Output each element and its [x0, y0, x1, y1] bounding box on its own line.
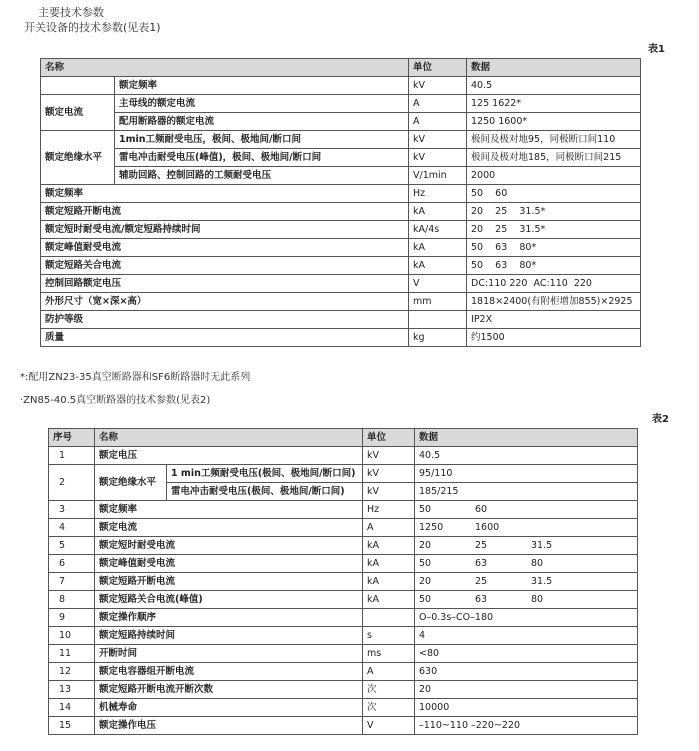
table2-value-item: 63	[475, 558, 488, 569]
table2-name-cell: 开断时间	[95, 645, 363, 663]
table2-no-cell: 5	[49, 537, 95, 555]
table2-value-item: 185/215	[419, 486, 459, 497]
table1-group-cell: 防护等级	[41, 311, 409, 329]
table2-unit-cell: A	[363, 663, 415, 681]
table2-name-cell: 额定电压	[95, 447, 363, 465]
table1-unit-cell: kV	[409, 131, 467, 149]
table1-name-cell: 额定频率	[115, 77, 409, 95]
table-row	[41, 149, 641, 167]
table2-value-cell	[415, 447, 638, 465]
table1-caption: 表1	[648, 44, 665, 55]
table2-no-cell: 12	[49, 663, 95, 681]
table1-name-cell: 配用断路器的额定电流	[115, 113, 409, 131]
table2-value-cell	[415, 645, 638, 663]
table1-name-cell: 1min工频耐受电压，极间、极地间/断口间	[115, 131, 409, 149]
table2-no-cell: 1	[49, 447, 95, 465]
table1-unit-cell: kV	[409, 77, 467, 95]
table2-value-item: 25	[475, 576, 488, 587]
table-row	[41, 203, 641, 221]
table-row	[49, 645, 638, 663]
table1	[40, 58, 641, 347]
table1-group-cell	[41, 77, 115, 95]
table1-group-cell: 额定频率	[41, 185, 409, 203]
table2-unit-cell: kV	[363, 447, 415, 465]
table2-no-cell: 4	[49, 519, 95, 537]
table2	[48, 428, 638, 735]
table1-group-cell: 质量	[41, 329, 409, 347]
table1-value-cell: DC:110 220 AC:110 220	[467, 275, 641, 293]
table1-value-cell: 极间及极对地185，同极断口间215	[467, 149, 641, 167]
table2-name-cell: 额定短路关合电流(峰值)	[95, 591, 363, 609]
table2-no-cell: 14	[49, 699, 95, 717]
table-row	[41, 95, 641, 113]
table1-value-cell: 约1500	[467, 329, 641, 347]
table1-group-cell: 额定绝缘水平	[41, 131, 115, 185]
table1-value-cell: 50 63 80*	[467, 239, 641, 257]
table2-value-item: <80	[419, 648, 440, 659]
table2-name-cell: 额定短路持续时间	[95, 627, 363, 645]
table2-value-cell	[415, 537, 638, 555]
table1-group-cell: 额定短时耐受电流/额定短路持续时间	[41, 221, 409, 239]
table1-unit-cell: kA	[409, 239, 467, 257]
table1-value-cell: 2000	[467, 167, 641, 185]
table2-value-cell	[415, 501, 638, 519]
table2-value-cell	[415, 519, 638, 537]
table-row	[49, 519, 638, 537]
table2-name-cell: 额定绝缘水平	[95, 465, 167, 501]
table-row	[41, 167, 641, 185]
table1-value-cell: 40.5	[467, 77, 641, 95]
table2-unit-cell: ms	[363, 645, 415, 663]
table2-sub-cell: 1 min工频耐受电压(极间、极地间/断口间)	[167, 465, 363, 483]
table2-value-cell	[415, 663, 638, 681]
table2-unit-cell: V	[363, 717, 415, 735]
table1-header-unit: 单位	[409, 59, 467, 77]
table2-value-item: 20	[419, 684, 432, 695]
table2-value-cell	[415, 465, 638, 483]
table2-unit-cell: s	[363, 627, 415, 645]
table-row	[41, 185, 641, 203]
table1-unit-cell: A	[409, 113, 467, 131]
table1-value-cell: 50 60	[467, 185, 641, 203]
table-row	[49, 465, 638, 483]
table2-name-cell: 额定短路开断电流开断次数	[95, 681, 363, 699]
table2-no-cell: 3	[49, 501, 95, 519]
table2-header-value: 数据	[415, 429, 638, 447]
table2-value-item: 50	[419, 558, 432, 569]
table2-name-cell: 额定短路开断电流	[95, 573, 363, 591]
section-subtitle: 开关设备的技术参数(见表1)	[24, 21, 161, 34]
table2-no-cell: 10	[49, 627, 95, 645]
table2-value-item: 630	[419, 666, 438, 677]
table2-value-cell	[415, 627, 638, 645]
table1-group-cell: 额定短路开断电流	[41, 203, 409, 221]
table-row	[41, 131, 641, 149]
table-row	[49, 591, 638, 609]
table1-unit-cell: kV	[409, 149, 467, 167]
table2-unit-cell: Hz	[363, 501, 415, 519]
table-row	[41, 311, 641, 329]
table1-value-cell: 50 63 80*	[467, 257, 641, 275]
table2-no-cell: 7	[49, 573, 95, 591]
table1-unit-cell: kA	[409, 203, 467, 221]
table-row	[49, 447, 638, 465]
table2-intro: ·ZN85-40.5真空断路器的技术参数(见表2)	[20, 395, 211, 406]
table1-unit-cell	[409, 311, 467, 329]
table-row	[49, 555, 638, 573]
table2-value-cell	[415, 483, 638, 501]
table2-caption: 表2	[652, 414, 669, 425]
table1-header-row	[41, 59, 641, 77]
table2-value-item: 80	[531, 594, 544, 605]
table2-value-item: 50	[419, 504, 432, 515]
table2-name-cell: 额定峰值耐受电流	[95, 555, 363, 573]
table2-name-cell: 额定操作顺序	[95, 609, 363, 627]
table2-unit-cell	[363, 609, 415, 627]
table-row	[49, 663, 638, 681]
table2-name-cell: 额定操作电压	[95, 717, 363, 735]
table2-name-cell: 机械寿命	[95, 699, 363, 717]
table-row	[49, 501, 638, 519]
table-row	[41, 77, 641, 95]
table2-value-item: 60	[475, 504, 488, 515]
table2-name-cell: 额定电容器组开断电流	[95, 663, 363, 681]
table1-value-cell: 20 25 31.5*	[467, 221, 641, 239]
table2-value-cell	[415, 609, 638, 627]
table1-unit-cell: V/1min	[409, 167, 467, 185]
table2-header-unit: 单位	[363, 429, 415, 447]
table2-no-cell: 13	[49, 681, 95, 699]
table2-name-cell: 额定电流	[95, 519, 363, 537]
table2-name-cell: 额定短时耐受电流	[95, 537, 363, 555]
table2-value-item: 10000	[419, 702, 450, 713]
table-row	[49, 627, 638, 645]
table2-header-name: 名称	[95, 429, 363, 447]
table2-value-item: 31.5	[531, 576, 553, 587]
table1-name-cell: 辅助回路、控制回路的工频耐受电压	[115, 167, 409, 185]
table1-name-cell: 雷电冲击耐受电压(峰值)，极间、极地间/断口间	[115, 149, 409, 167]
table2-value-item: 20	[419, 540, 432, 551]
table2-no-cell: 2	[49, 465, 95, 501]
table1-value-cell: IP2X	[467, 311, 641, 329]
table1-group-cell: 控制回路额定电压	[41, 275, 409, 293]
table2-value-cell	[415, 699, 638, 717]
table2-no-cell: 11	[49, 645, 95, 663]
table-row	[49, 573, 638, 591]
table1-unit-cell: kg	[409, 329, 467, 347]
table-row	[49, 717, 638, 735]
table2-unit-cell: kV	[363, 483, 415, 501]
table2-unit-cell: kV	[363, 465, 415, 483]
table-row	[41, 257, 641, 275]
table2-value-cell	[415, 573, 638, 591]
table-row	[41, 275, 641, 293]
table1-unit-cell: kA	[409, 257, 467, 275]
table1-group-cell: 额定峰值耐受电流	[41, 239, 409, 257]
table2-unit-cell: kA	[363, 537, 415, 555]
table1-unit-cell: mm	[409, 293, 467, 311]
table2-value-cell	[415, 555, 638, 573]
table1-unit-cell: Hz	[409, 185, 467, 203]
table1-value-cell: 20 25 31.5*	[467, 203, 641, 221]
table2-name-cell: 额定频率	[95, 501, 363, 519]
table-row	[41, 239, 641, 257]
table2-value-item: 1600	[475, 522, 500, 533]
table2-value-item: –110~110 –220~220	[419, 720, 520, 731]
table1-header-value: 数据	[467, 59, 641, 77]
table2-value-item: 4	[419, 630, 426, 641]
table1-unit-cell: A	[409, 95, 467, 113]
table2-value-item: 50	[419, 594, 432, 605]
table1-unit-cell: kA/4s	[409, 221, 467, 239]
table1-group-cell: 外形尺寸（宽×深×高）	[41, 293, 409, 311]
table2-no-cell: 8	[49, 591, 95, 609]
table2-value-item: 31.5	[531, 540, 553, 551]
table-row	[41, 221, 641, 239]
table2-value-cell	[415, 717, 638, 735]
table2-sub-cell: 雷电冲击耐受电压(极间、极地间/断口间)	[167, 483, 363, 501]
table1-header-name: 名称	[41, 59, 409, 77]
table2-unit-cell: 次	[363, 699, 415, 717]
table2-header-row	[49, 429, 638, 447]
table2-value-item: 25	[475, 540, 488, 551]
table2-value-cell	[415, 681, 638, 699]
table2-unit-cell: kA	[363, 555, 415, 573]
table2-value-item: 95/110	[419, 468, 453, 479]
table2-unit-cell: 次	[363, 681, 415, 699]
table1-footnote: *:配用ZN23-35真空断路器和SF6断路器时无此系列	[20, 372, 251, 383]
table-row	[49, 681, 638, 699]
section-title: 主要技术参数	[38, 6, 104, 19]
table1-group-cell: 额定电流	[41, 95, 115, 131]
table2-unit-cell: kA	[363, 591, 415, 609]
table-row	[49, 609, 638, 627]
table-row	[49, 537, 638, 555]
table2-no-cell: 6	[49, 555, 95, 573]
table2-value-item: 80	[531, 558, 544, 569]
table1-unit-cell: V	[409, 275, 467, 293]
table2-value-item: 40.5	[419, 450, 441, 461]
table2-unit-cell: kA	[363, 573, 415, 591]
table1-value-cell: 1818×2400(有附柜增加855)×2925	[467, 293, 641, 311]
table2-value-item: 20	[419, 576, 432, 587]
table2-unit-cell: A	[363, 519, 415, 537]
table2-no-cell: 15	[49, 717, 95, 735]
table2-value-cell	[415, 591, 638, 609]
table-row	[41, 329, 641, 347]
table1-name-cell: 主母线的额定电流	[115, 95, 409, 113]
table2-value-item: 63	[475, 594, 488, 605]
table-row	[41, 113, 641, 131]
table2-value-item: 1250	[419, 522, 444, 533]
table2-header-no: 序号	[49, 429, 95, 447]
table1-value-cell: 125 1622*	[467, 95, 641, 113]
table1-value-cell: 1250 1600*	[467, 113, 641, 131]
table2-value-item: O–0.3s–CO–180	[419, 612, 494, 623]
table1-group-cell: 额定短路关合电流	[41, 257, 409, 275]
table-row	[41, 293, 641, 311]
table1-value-cell: 极间及极对地95，同极断口间110	[467, 131, 641, 149]
table2-no-cell: 9	[49, 609, 95, 627]
table-row	[49, 699, 638, 717]
